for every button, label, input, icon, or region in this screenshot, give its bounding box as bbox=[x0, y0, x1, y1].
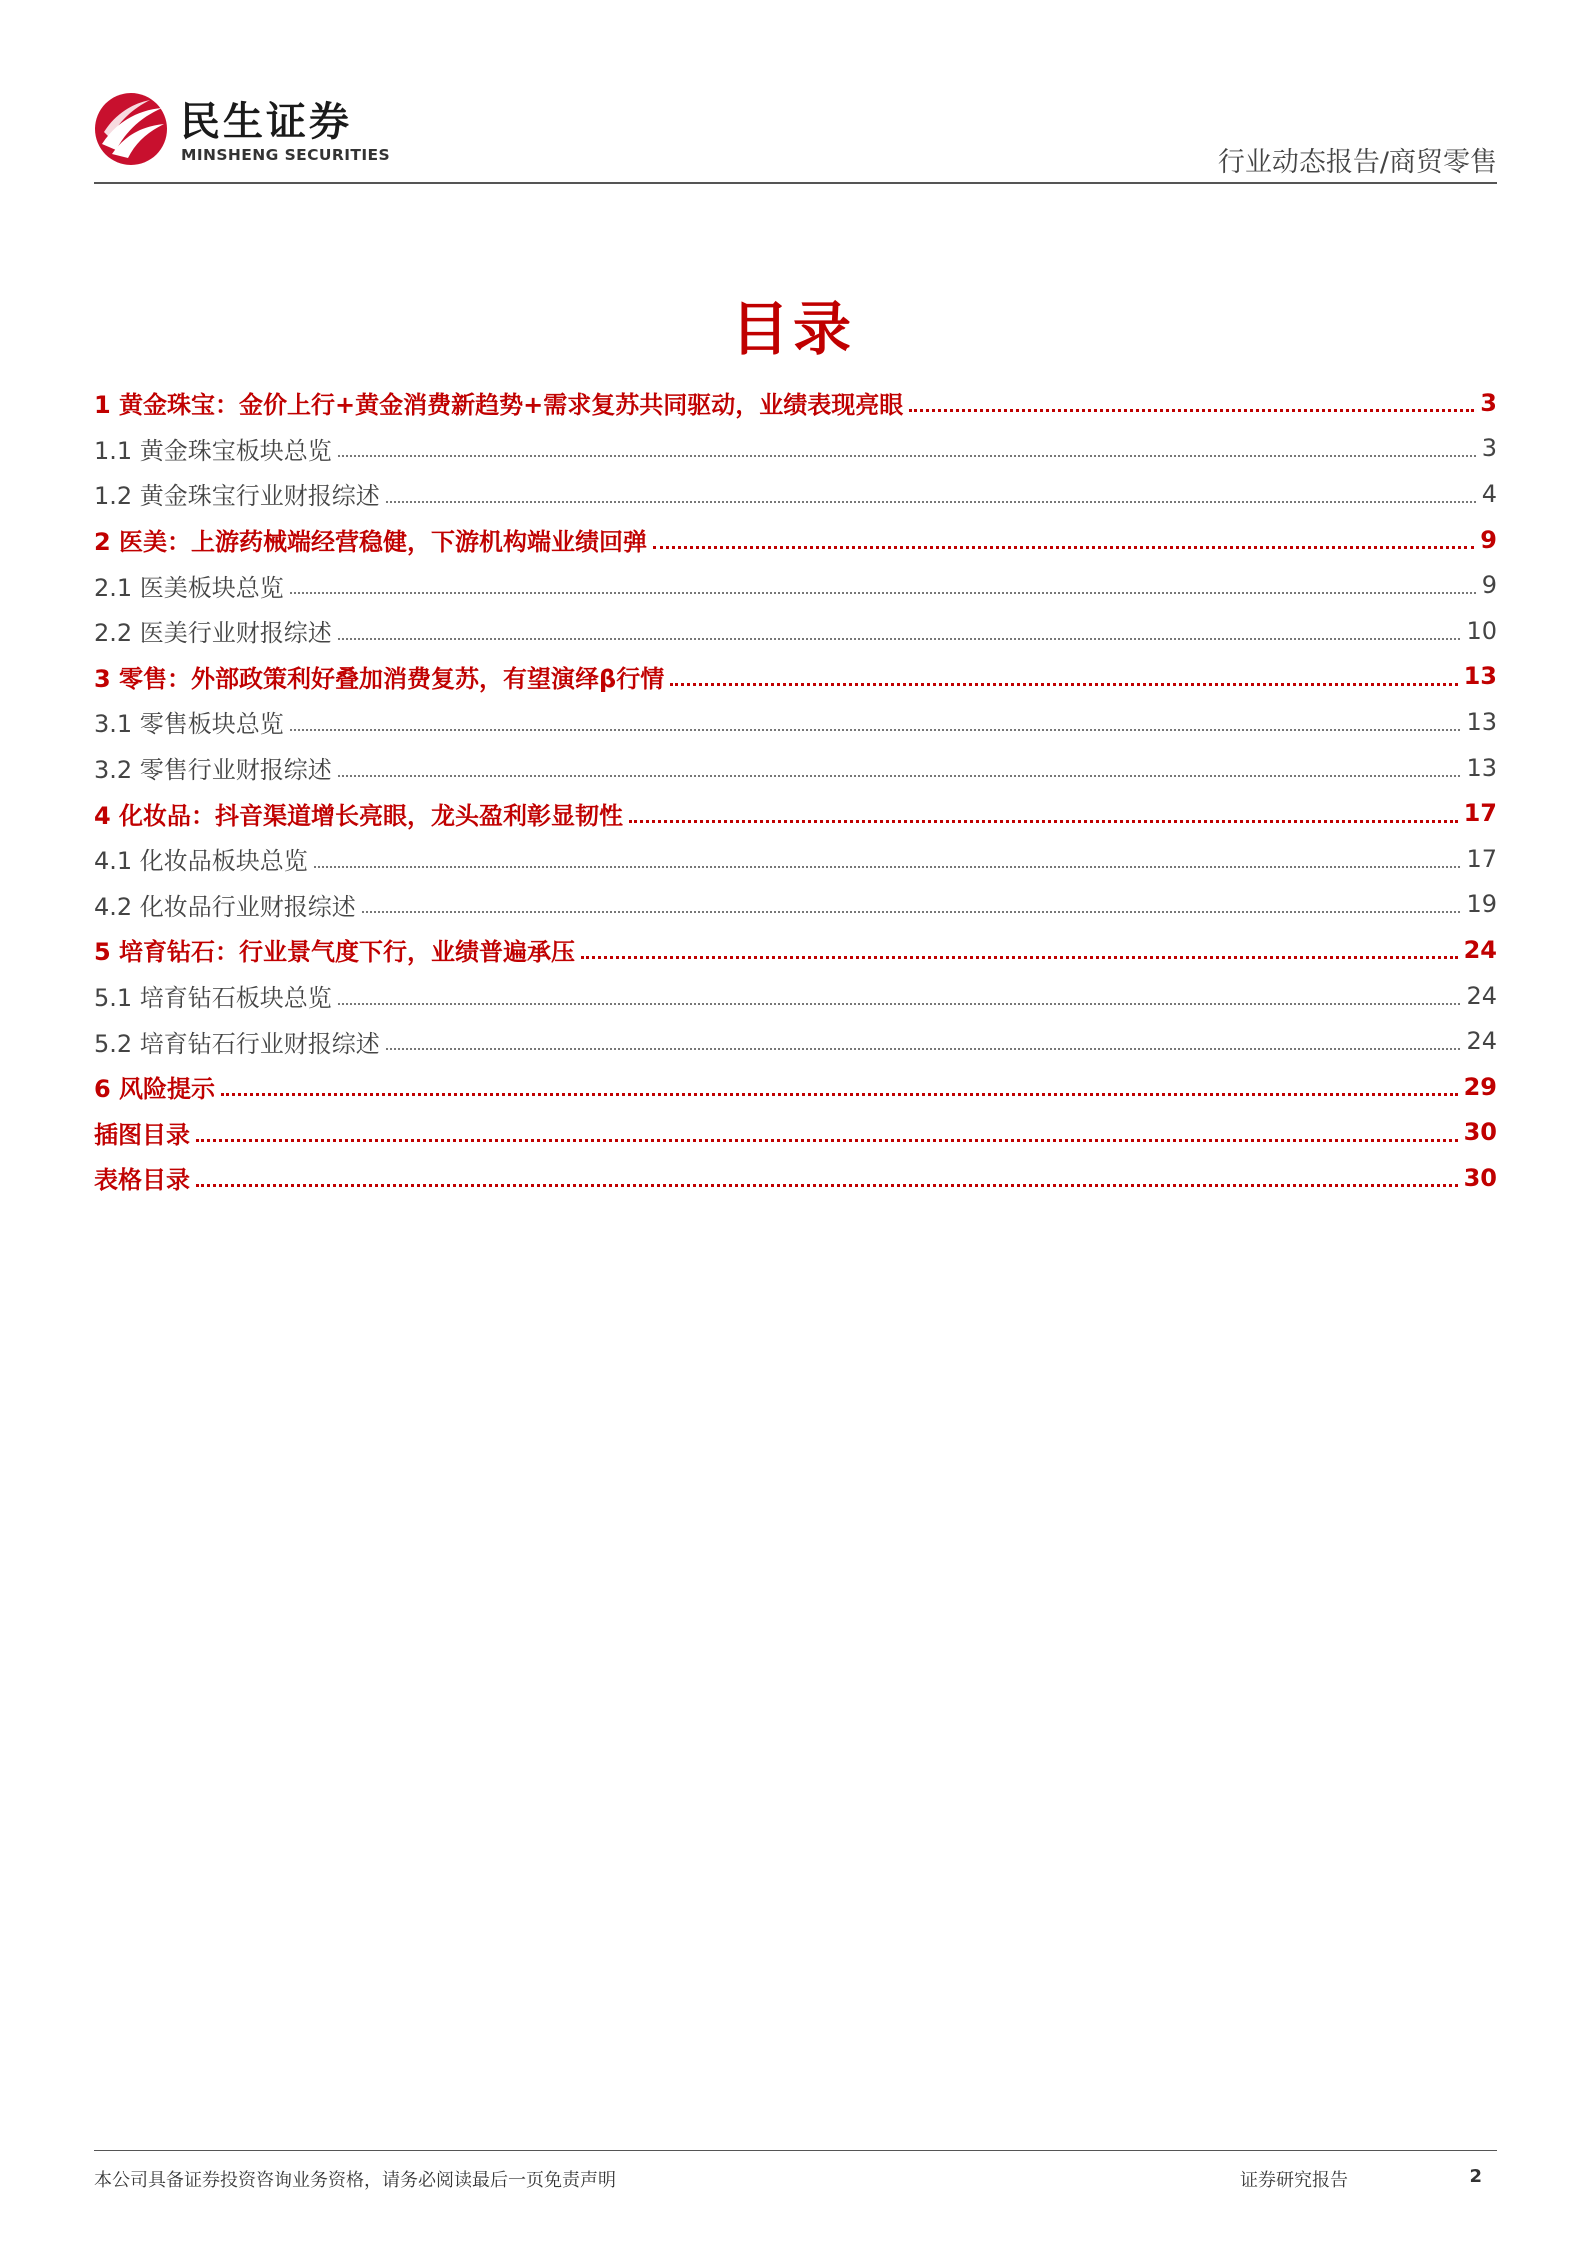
dot-leader bbox=[581, 956, 1458, 959]
toc-entry-label: 6 风险提示 bbox=[94, 1075, 216, 1104]
dot-leader bbox=[362, 911, 1461, 913]
toc-entry[interactable] bbox=[94, 790, 1497, 836]
dot-leader bbox=[196, 1184, 1458, 1187]
toc-entry-label: 4.2 化妆品行业财报综述 bbox=[94, 892, 356, 921]
dot-leader bbox=[338, 1003, 1461, 1005]
footer-disclaimer: 本公司具备证券投资咨询业务资格，请务必阅读最后一页免责声明 bbox=[94, 2170, 616, 2191]
toc-entry[interactable] bbox=[94, 973, 1497, 1019]
toc-entry-page: 24 bbox=[1466, 1027, 1497, 1056]
dot-leader bbox=[290, 729, 1461, 731]
toc-entry[interactable] bbox=[94, 517, 1497, 563]
page-number: 2 bbox=[1469, 2166, 1482, 2187]
toc-entry[interactable] bbox=[94, 471, 1497, 517]
toc-entry-page: 30 bbox=[1463, 1118, 1497, 1147]
footer-divider bbox=[94, 2150, 1497, 2151]
toc-entry-label: 2 医美：上游药械端经营稳健，下游机构端业绩回弹 bbox=[94, 528, 648, 557]
minsheng-logo-icon bbox=[94, 92, 168, 166]
logo-chinese-name: 民生证券 bbox=[180, 99, 352, 145]
dot-leader bbox=[338, 638, 1461, 640]
dot-leader bbox=[290, 592, 1476, 594]
company-logo bbox=[94, 88, 391, 172]
dot-leader bbox=[909, 409, 1474, 412]
toc-entry-label: 表格目录 bbox=[94, 1166, 190, 1195]
toc-entry-page: 24 bbox=[1466, 981, 1497, 1010]
toc-entry[interactable] bbox=[94, 562, 1497, 608]
toc-entry-page: 30 bbox=[1463, 1163, 1497, 1192]
toc-entry[interactable] bbox=[94, 927, 1497, 973]
toc-entry-page: 24 bbox=[1463, 935, 1497, 964]
toc-entry-label: 5.2 培育钻石行业财报综述 bbox=[94, 1029, 380, 1058]
toc-entry[interactable] bbox=[94, 1018, 1497, 1064]
toc-entry[interactable] bbox=[94, 699, 1497, 745]
footer-doc-type: 证券研究报告 bbox=[1240, 2170, 1348, 2191]
toc-entry-label: 插图目录 bbox=[94, 1120, 190, 1149]
toc-entry-label: 5 培育钻石：行业景气度下行，业绩普遍承压 bbox=[94, 938, 576, 967]
dot-leader bbox=[314, 866, 1461, 868]
dot-leader bbox=[338, 455, 1476, 457]
toc-entry-label: 2.2 医美行业财报综述 bbox=[94, 619, 332, 648]
toc-entry-label: 3 零售：外部政策利好叠加消费复苏，有望演绎β行情 bbox=[94, 664, 665, 693]
toc-entry-page: 13 bbox=[1466, 707, 1497, 736]
toc-entry-page: 10 bbox=[1466, 616, 1497, 645]
toc-entry-page: 19 bbox=[1466, 890, 1497, 919]
dot-leader bbox=[196, 1139, 1458, 1142]
toc-entry[interactable] bbox=[94, 654, 1497, 700]
toc-entry-label: 3.2 零售行业财报综述 bbox=[94, 756, 332, 785]
toc-entry[interactable] bbox=[94, 836, 1497, 882]
toc-entry-label: 2.1 医美板块总览 bbox=[94, 573, 284, 602]
dot-leader bbox=[221, 1093, 1458, 1096]
toc-entry-label: 1.1 黄金珠宝板块总览 bbox=[94, 436, 332, 465]
toc-entry-page: 9 bbox=[1480, 525, 1497, 554]
toc-entry-label: 5.1 培育钻石板块总览 bbox=[94, 984, 332, 1013]
toc-entry-label: 1.2 黄金珠宝行业财报综述 bbox=[94, 482, 380, 511]
toc-entry-page: 3 bbox=[1480, 388, 1497, 417]
toc-entry-page: 17 bbox=[1466, 844, 1497, 873]
toc-entry[interactable] bbox=[94, 426, 1497, 472]
dot-leader bbox=[653, 546, 1474, 549]
table-of-contents bbox=[94, 380, 1497, 1201]
header-divider bbox=[94, 182, 1497, 184]
toc-entry-label: 1 黄金珠宝：金价上行+黄金消费新趋势+需求复苏共同驱动，业绩表现亮眼 bbox=[94, 391, 904, 420]
toc-entry-page: 9 bbox=[1481, 571, 1497, 600]
dot-leader bbox=[338, 775, 1461, 777]
toc-entry-label: 4 化妆品：抖音渠道增长亮眼，龙头盈利彰显韧性 bbox=[94, 801, 624, 830]
toc-entry[interactable] bbox=[94, 380, 1497, 426]
toc-entry[interactable] bbox=[94, 1064, 1497, 1110]
dot-leader bbox=[386, 1048, 1461, 1050]
toc-entry-page: 29 bbox=[1463, 1072, 1497, 1101]
toc-entry-page: 13 bbox=[1466, 753, 1497, 782]
toc-entry-page: 17 bbox=[1463, 799, 1497, 828]
toc-entry[interactable] bbox=[94, 1155, 1497, 1201]
toc-entry[interactable] bbox=[94, 1110, 1497, 1156]
toc-entry-label: 4.1 化妆品板块总览 bbox=[94, 847, 308, 876]
dot-leader bbox=[386, 501, 1476, 503]
toc-entry[interactable] bbox=[94, 745, 1497, 791]
toc-entry-label: 3.1 零售板块总览 bbox=[94, 710, 284, 739]
page-title: 目录 bbox=[730, 295, 855, 363]
toc-entry-page: 3 bbox=[1481, 434, 1497, 463]
dot-leader bbox=[629, 820, 1458, 823]
toc-entry[interactable] bbox=[94, 882, 1497, 928]
logo-english-name: MINSHENG SECURITIES bbox=[181, 146, 391, 164]
toc-entry[interactable] bbox=[94, 608, 1497, 654]
report-type: 行业动态报告/商贸零售 bbox=[1217, 147, 1497, 178]
toc-entry-page: 13 bbox=[1463, 662, 1497, 691]
dot-leader bbox=[670, 683, 1457, 686]
toc-entry-page: 4 bbox=[1481, 479, 1497, 508]
